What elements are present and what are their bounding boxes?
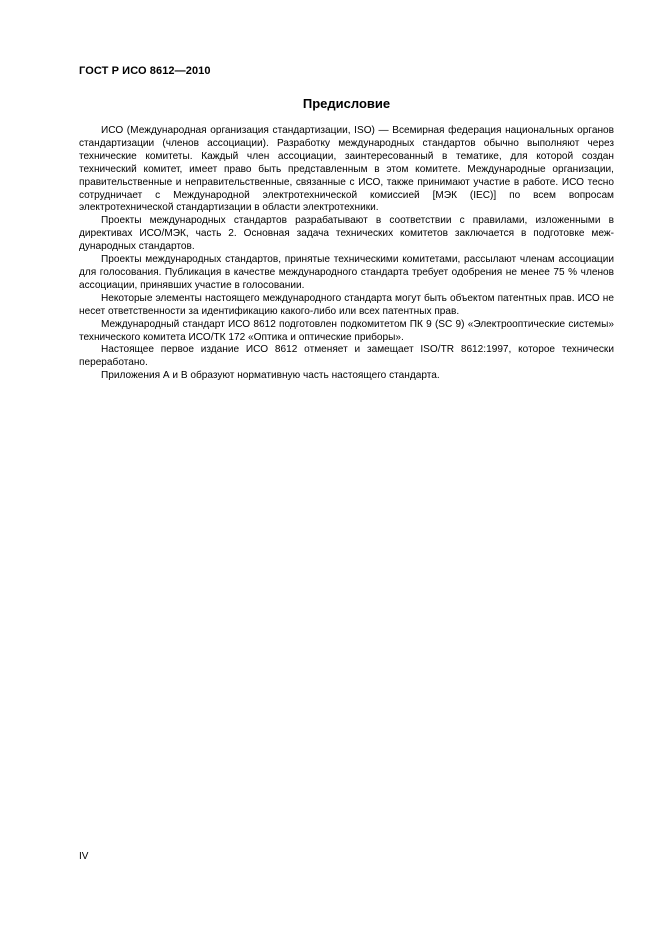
paragraph-edition: Настоящее первое издание ИСО 8612 отменяет и замещает ISO/TR 8612:1997, которое технически переработано. [79, 344, 614, 369]
page-number: IV [79, 851, 89, 862]
paragraph-voting: Проекты международных стандартов, принятые техническими комитетами, рассылают членам ассоциации для голосования. Публикация в качестве международного стандарта требует одобрения не менее 75 % членов ассоциации, принявших участие в голосовании. [79, 254, 614, 291]
paragraph-prepared-by: Международный стандарт ИСО 8612 подготовлен подкомитетом ПК 9 (SC 9) «Электрооптические системы» технического комитета ИСО/ТК 172 «Оптика и оптические приборы». [79, 318, 614, 343]
paragraph-patent-rights: Некоторые элементы настоящего международного стандарта могут быть объектом патентных прав. ИСО не несет ответственности за идентификацию какого-либо или всех патентных прав. [79, 292, 614, 317]
paragraph-iso-description: ИСО (Международная организация стандартизации, ISO) — Всемирная федерация национальных органов стандартизации (членов ассоциации). Разработку международных стандартов обычно выполняют через технические комитеты. Каждый член ассоциации, заинтересованный в тематике, для которой создан технический комитет, имеет право быть представленным в этом комитете. Международные организации, правительственные и неправительственные, связанные с ИСО, также принимают участие в работе. ИСО тесно сотрудничает с Международной электротехнической комиссией [МЭК (IEC)] по всем вопросам электротехнической стандартизации в области электротехники. [79, 125, 614, 214]
paragraph-draft-standards: Проекты международных стандартов разрабатывают в соответствии с правилами, изложенными в директивах ИСО/МЭК, часть 2. Основная задача технических комитетов заключается в подготовке международных стандартов. [79, 215, 614, 253]
foreword-body [79, 125, 614, 383]
document-header: ГОСТ Р ИСО 8612—2010 [79, 65, 211, 77]
paragraph-annexes: Приложения А и В образуют нормативную часть настоящего стандарта. [101, 370, 440, 382]
section-title: Предисловие [302, 96, 391, 111]
